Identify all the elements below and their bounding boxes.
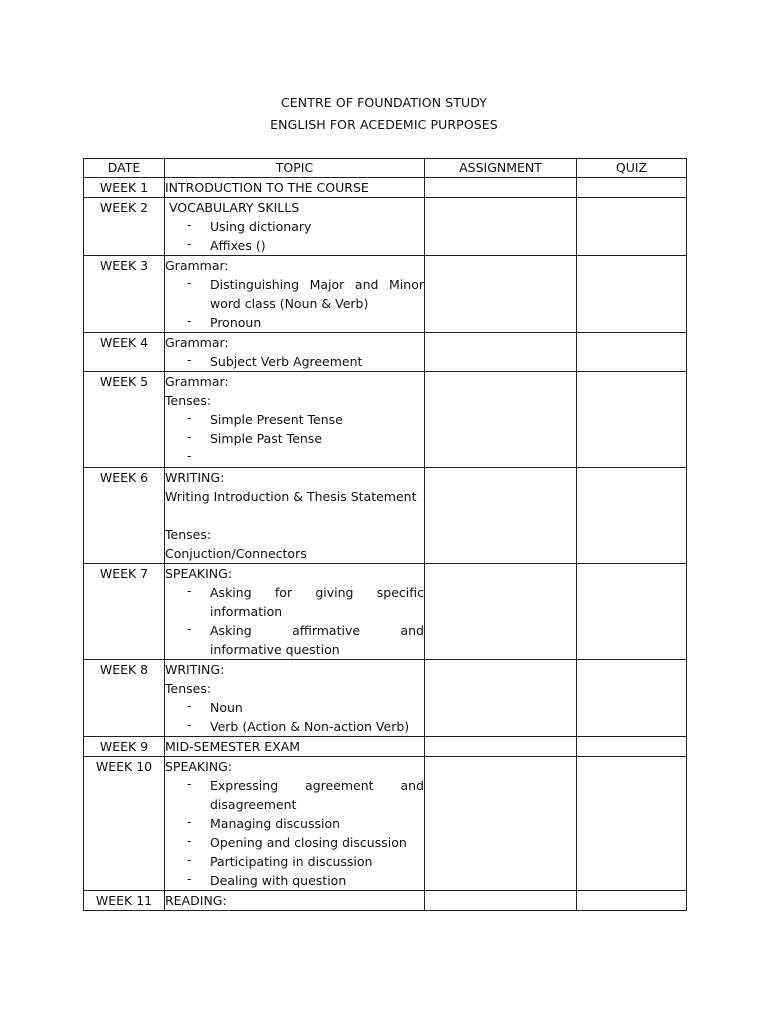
dash-bullet-icon: - [187, 776, 192, 791]
week-cell: WEEK 6 [84, 468, 165, 564]
topic-bullet-item [165, 698, 424, 717]
topic-bullet-item [165, 410, 424, 429]
topic-cell [165, 891, 425, 911]
quiz-cell [577, 333, 687, 372]
topic-text: VOCABULARY SKILLS [165, 200, 300, 215]
topic-bullet-item [165, 833, 424, 852]
dash-bullet-icon: - [187, 313, 192, 328]
topic-text: WRITING: [165, 470, 225, 485]
quiz-cell [577, 178, 687, 198]
topic-text: SPEAKING: [165, 759, 233, 774]
dash-bullet-icon: - [187, 410, 192, 425]
topic-text: INTRODUCTION TO THE COURSE [165, 180, 369, 195]
dash-bullet-icon: - [187, 429, 192, 444]
dash-bullet-icon: - [187, 448, 192, 463]
quiz-cell [577, 757, 687, 891]
topic-text: SPEAKING: [165, 566, 233, 581]
week-cell: WEEK 1 [84, 178, 165, 198]
assignment-cell [425, 333, 577, 372]
assignment-cell [425, 198, 577, 256]
topic-bullet-text: Managing discussion [210, 816, 341, 831]
table-row [84, 372, 687, 468]
topic-bullet-text: Asking affirmative and informative question [210, 623, 424, 657]
table-row [84, 564, 687, 660]
topic-cell [165, 372, 425, 468]
table-row [84, 468, 687, 564]
assignment-cell [425, 468, 577, 564]
quiz-cell [577, 737, 687, 757]
topic-bullet-item [165, 583, 424, 621]
dash-bullet-icon: - [187, 236, 192, 251]
topic-bullet-item [165, 217, 424, 236]
header-assignment: ASSIGNMENT [425, 159, 577, 178]
dash-bullet-icon: - [187, 871, 192, 886]
topic-bullet-item [165, 871, 424, 890]
topic-text: Grammar: [165, 374, 229, 389]
topic-bullet-text: Using dictionary [210, 219, 312, 234]
assignment-cell [425, 891, 577, 911]
topic-bullet-text: Affixes () [210, 238, 266, 253]
topic-bullet-item [165, 852, 424, 871]
quiz-cell [577, 660, 687, 737]
table-row [84, 178, 687, 198]
dash-bullet-icon: - [187, 833, 192, 848]
table-header-row [84, 159, 687, 178]
topic-bullet-text: Expressing agreement and disagreement [210, 778, 424, 812]
topic-bullet-item [165, 313, 424, 332]
topic-bullet-item [165, 776, 424, 814]
topic-cell [165, 737, 425, 757]
topic-bullet-text: Simple Past Tense [210, 431, 323, 446]
topic-bullet-text: Opening and closing discussion [210, 835, 407, 850]
topic-bullet-item [165, 429, 424, 448]
dash-bullet-icon: - [187, 217, 192, 232]
topic-bullet-item [165, 448, 424, 467]
topic-bullet-text: Pronoun [210, 315, 262, 330]
dash-bullet-icon: - [187, 717, 192, 732]
topic-text: Writing Introduction & Thesis Statement [165, 489, 417, 504]
topic-bullet-text: Simple Present Tense [210, 412, 343, 427]
topic-text: MID-SEMESTER EXAM [165, 739, 301, 754]
topic-bullet-text: Dealing with question [210, 873, 347, 888]
topic-text: WRITING: [165, 662, 225, 677]
topic-text: Tenses: [165, 527, 212, 542]
topic-bullet-item [165, 717, 424, 736]
dash-bullet-icon: - [187, 814, 192, 829]
week-cell: WEEK 7 [84, 564, 165, 660]
table-row [84, 333, 687, 372]
table-row [84, 198, 687, 256]
topic-bullet-text: Noun [210, 700, 243, 715]
assignment-cell [425, 737, 577, 757]
quiz-cell [577, 468, 687, 564]
topic-cell [165, 564, 425, 660]
topic-cell [165, 198, 425, 256]
quiz-cell [577, 891, 687, 911]
assignment-cell [425, 660, 577, 737]
week-cell: WEEK 10 [84, 757, 165, 891]
topic-text: Grammar: [165, 335, 229, 350]
topic-text: Tenses: [165, 681, 212, 696]
table-row [84, 660, 687, 737]
dash-bullet-icon: - [187, 352, 192, 367]
week-cell: WEEK 8 [84, 660, 165, 737]
week-cell: WEEK 4 [84, 333, 165, 372]
assignment-cell [425, 372, 577, 468]
dash-bullet-icon: - [187, 852, 192, 867]
table-row [84, 737, 687, 757]
quiz-cell [577, 564, 687, 660]
assignment-cell [425, 564, 577, 660]
document-subtitle: ENGLISH FOR ACEDEMIC PURPOSES [270, 117, 498, 132]
topic-bullet-text: Asking for giving specific information [210, 585, 424, 619]
topic-bullet-text: Distinguishing Major and Minor word class (Noun & Verb) [210, 277, 424, 311]
topic-cell [165, 256, 425, 333]
topic-bullet-text: Verb (Action & Non-action Verb) [210, 719, 410, 734]
topic-bullet-item [165, 236, 424, 255]
topic-bullet-text [210, 448, 424, 467]
dash-bullet-icon: - [187, 698, 192, 713]
week-cell: WEEK 11 [84, 891, 165, 911]
topic-text: Conjuction/Connectors [165, 546, 307, 561]
topic-text: READING: [165, 893, 227, 908]
topic-bullet-item [165, 275, 424, 313]
dash-bullet-icon: - [187, 583, 192, 598]
blank-line [165, 506, 424, 525]
quiz-cell [577, 372, 687, 468]
topic-bullet-item [165, 621, 424, 659]
week-cell: WEEK 3 [84, 256, 165, 333]
topic-cell [165, 468, 425, 564]
dash-bullet-icon: - [187, 275, 192, 290]
header-topic: TOPIC [165, 159, 425, 178]
topic-bullet-item [165, 352, 424, 371]
dash-bullet-icon: - [187, 621, 192, 636]
header-quiz: QUIZ [577, 159, 687, 178]
topic-text: Tenses: [165, 393, 212, 408]
week-cell: WEEK 9 [84, 737, 165, 757]
quiz-cell [577, 256, 687, 333]
assignment-cell [425, 256, 577, 333]
assignment-cell [425, 178, 577, 198]
document-title: CENTRE OF FOUNDATION STUDY [280, 95, 488, 110]
topic-cell [165, 660, 425, 737]
table-row [84, 891, 687, 911]
quiz-cell [577, 198, 687, 256]
table-row [84, 757, 687, 891]
topic-text: Grammar: [165, 258, 229, 273]
header-date: DATE [84, 159, 165, 178]
assignment-cell [425, 757, 577, 891]
topic-bullet-item [165, 814, 424, 833]
topic-bullet-text: Participating in discussion [210, 854, 373, 869]
topic-cell [165, 178, 425, 198]
topic-cell [165, 333, 425, 372]
topic-bullet-text: Subject Verb Agreement [210, 354, 363, 369]
course-schedule-table [83, 158, 687, 911]
topic-cell [165, 757, 425, 891]
week-cell: WEEK 2 [84, 198, 165, 256]
week-cell: WEEK 5 [84, 372, 165, 468]
table-row [84, 256, 687, 333]
